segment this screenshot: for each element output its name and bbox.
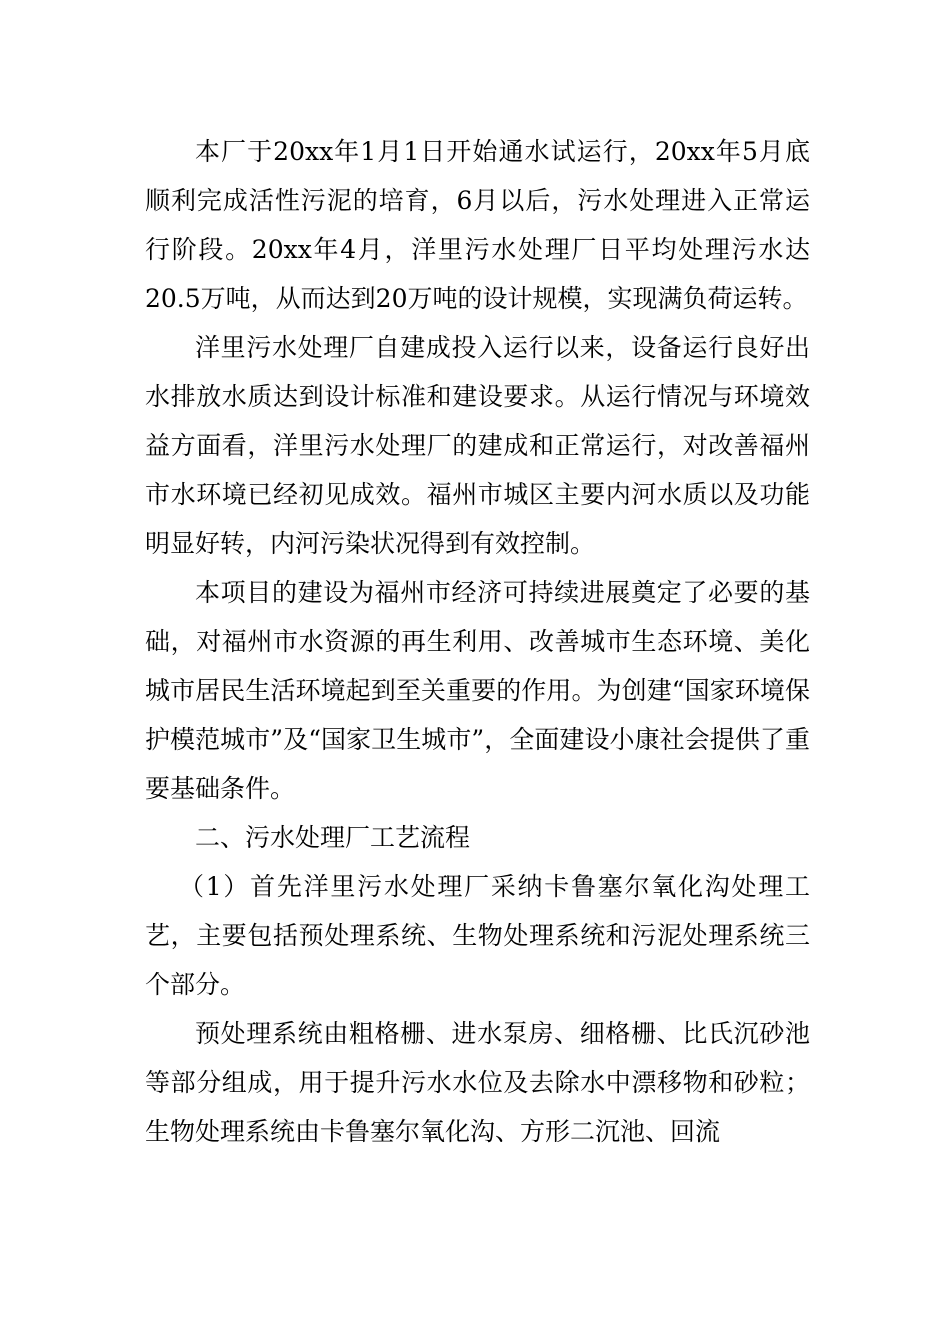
paragraph-operation-results: 洋里污水处理厂自建成投入运行以来，设备运行良好出水排放水质达到设计标准和建设要求。从运行情况与环境效益方面看，洋里污水处理厂的建成和正常运行，对改善福州市水环境已经初见成效。福州市城区主要内河水质以及功能明显好转，内河污染状况得到有效控制。 [145,333,810,558]
document-page [145,127,810,1156]
section-heading-process-flow: 二、污水处理厂工艺流程 [195,823,471,852]
paragraph-process-overview: （1）首先洋里污水处理厂采纳卡鲁塞尔氧化沟处理工艺，主要包括预处理系统、生物处理系统和污泥处理系统三个部分。 [145,872,810,999]
paragraph-project-significance: 本项目的建设为福州市经济可持续进展奠定了必要的基础，对福州市水资源的再生利用、改善城市生态环境、美化城市居民生活环境起到至关重要的作用。为创建“国家环境保护模范城市”及“国家卫生城市”，全面建设小康社会提供了重要基础条件。 [145,578,810,803]
paragraph-trial-operation: 本厂于20xx年1月1日开始通水试运行，20xx年5月底顺利完成活性污泥的培育，6月以后，污水处理进入正常运行阶段。20xx年4月，洋里污水处理厂日平均处理污水达20.5万吨，从而达到20万吨的设计规模，实现满负荷运转。 [145,137,810,313]
paragraph-pretreatment-system: 预处理系统由粗格栅、进水泵房、细格栅、比氏沉砂池等部分组成，用于提升污水水位及去除水中漂移物和砂粒；生物处理系统由卡鲁塞尔氧化沟、方形二沉池、回流 [145,1019,810,1146]
